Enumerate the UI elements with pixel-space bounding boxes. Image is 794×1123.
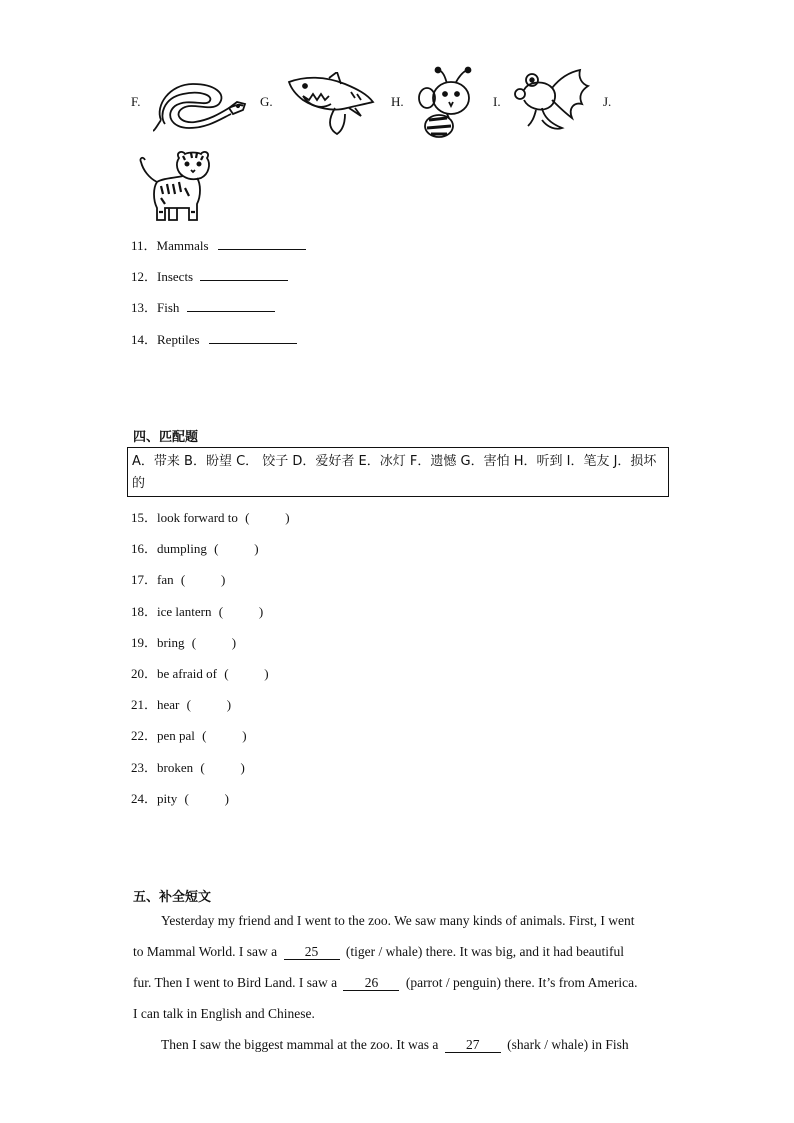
option-letter-h: H. (391, 94, 404, 109)
match-item-18: 18．ice lantern ( ) (131, 604, 264, 619)
blank-25[interactable]: 25 (284, 945, 340, 960)
answer-bracket[interactable]: ( ) (186, 697, 232, 712)
passage-line-5: Then I saw the biggest mammal at the zoo. It was a 27 (shark / whale) in Fish (161, 1037, 629, 1052)
section-5-title: 五、补全短文 (133, 890, 212, 905)
option-letter-j: J. (603, 94, 612, 109)
passage-line-4: I can talk in English and Chinese. (133, 1006, 315, 1021)
match-item-23: 23．broken ( ) (131, 760, 245, 775)
answer-bracket[interactable]: ( ) (180, 572, 226, 587)
blank-27[interactable]: 27 (445, 1038, 501, 1053)
match-item-15: 15．look forward to ( ) (131, 510, 290, 525)
passage-line-1: Yesterday my friend and I went to the zoo. We saw many kinds of animals. First, I went (161, 913, 635, 928)
match-item-24: 24．pity ( ) (131, 791, 229, 806)
shark-icon (285, 72, 377, 136)
question-11: 11．Mammals (131, 235, 306, 254)
answer-blank[interactable] (218, 238, 306, 250)
match-item-19: 19．bring ( ) (131, 635, 237, 650)
match-item-21: 21．hear ( ) (131, 697, 232, 712)
match-item-16: 16．dumpling ( ) (131, 541, 259, 556)
answer-blank[interactable] (209, 332, 297, 344)
question-12: 12．Insects (131, 266, 288, 285)
option-letter-g: G. (260, 94, 273, 109)
question-14: 14．Reptiles (131, 329, 297, 348)
passage-line-3: fur. Then I went to Bird Land. I saw a 26 (parrot / penguin) there. It’s from America. (133, 975, 638, 990)
answer-blank[interactable] (200, 269, 288, 281)
goldfish-icon (512, 68, 592, 132)
option-letter-f: F. (131, 94, 141, 109)
answer-bracket[interactable]: ( ) (191, 635, 237, 650)
answer-bracket[interactable]: ( ) (214, 541, 259, 556)
snake-icon (153, 76, 247, 132)
answer-bracket[interactable]: ( ) (218, 604, 264, 619)
option-letter-i: I. (493, 94, 501, 109)
passage-line-2: to Mammal World. I saw a 25 (tiger / whale) there. It was big, and it had beautiful (133, 944, 625, 959)
answer-bracket[interactable]: ( ) (200, 760, 245, 775)
tiger-icon (139, 148, 215, 224)
blank-26[interactable]: 26 (343, 976, 399, 991)
answer-bracket[interactable]: ( ) (224, 666, 269, 681)
question-13: 13．Fish (131, 297, 275, 316)
match-item-17: 17．fan ( ) (131, 572, 226, 587)
answer-bracket[interactable]: ( ) (245, 510, 290, 525)
word-bank-box: A．带来 B．盼望 C． 饺子 D．爱好者 E．冰灯 F．遗憾 G．害怕 H．听到 I．笔友 J．损坏的 (127, 447, 669, 497)
section-4-title: 四、匹配题 (133, 430, 199, 445)
answer-bracket[interactable]: ( ) (202, 728, 247, 743)
bee-icon (417, 66, 479, 140)
match-item-22: 22．pen pal ( ) (131, 728, 247, 743)
match-item-20: 20．be afraid of ( ) (131, 666, 269, 681)
answer-blank[interactable] (187, 300, 275, 312)
answer-bracket[interactable]: ( ) (184, 791, 229, 806)
